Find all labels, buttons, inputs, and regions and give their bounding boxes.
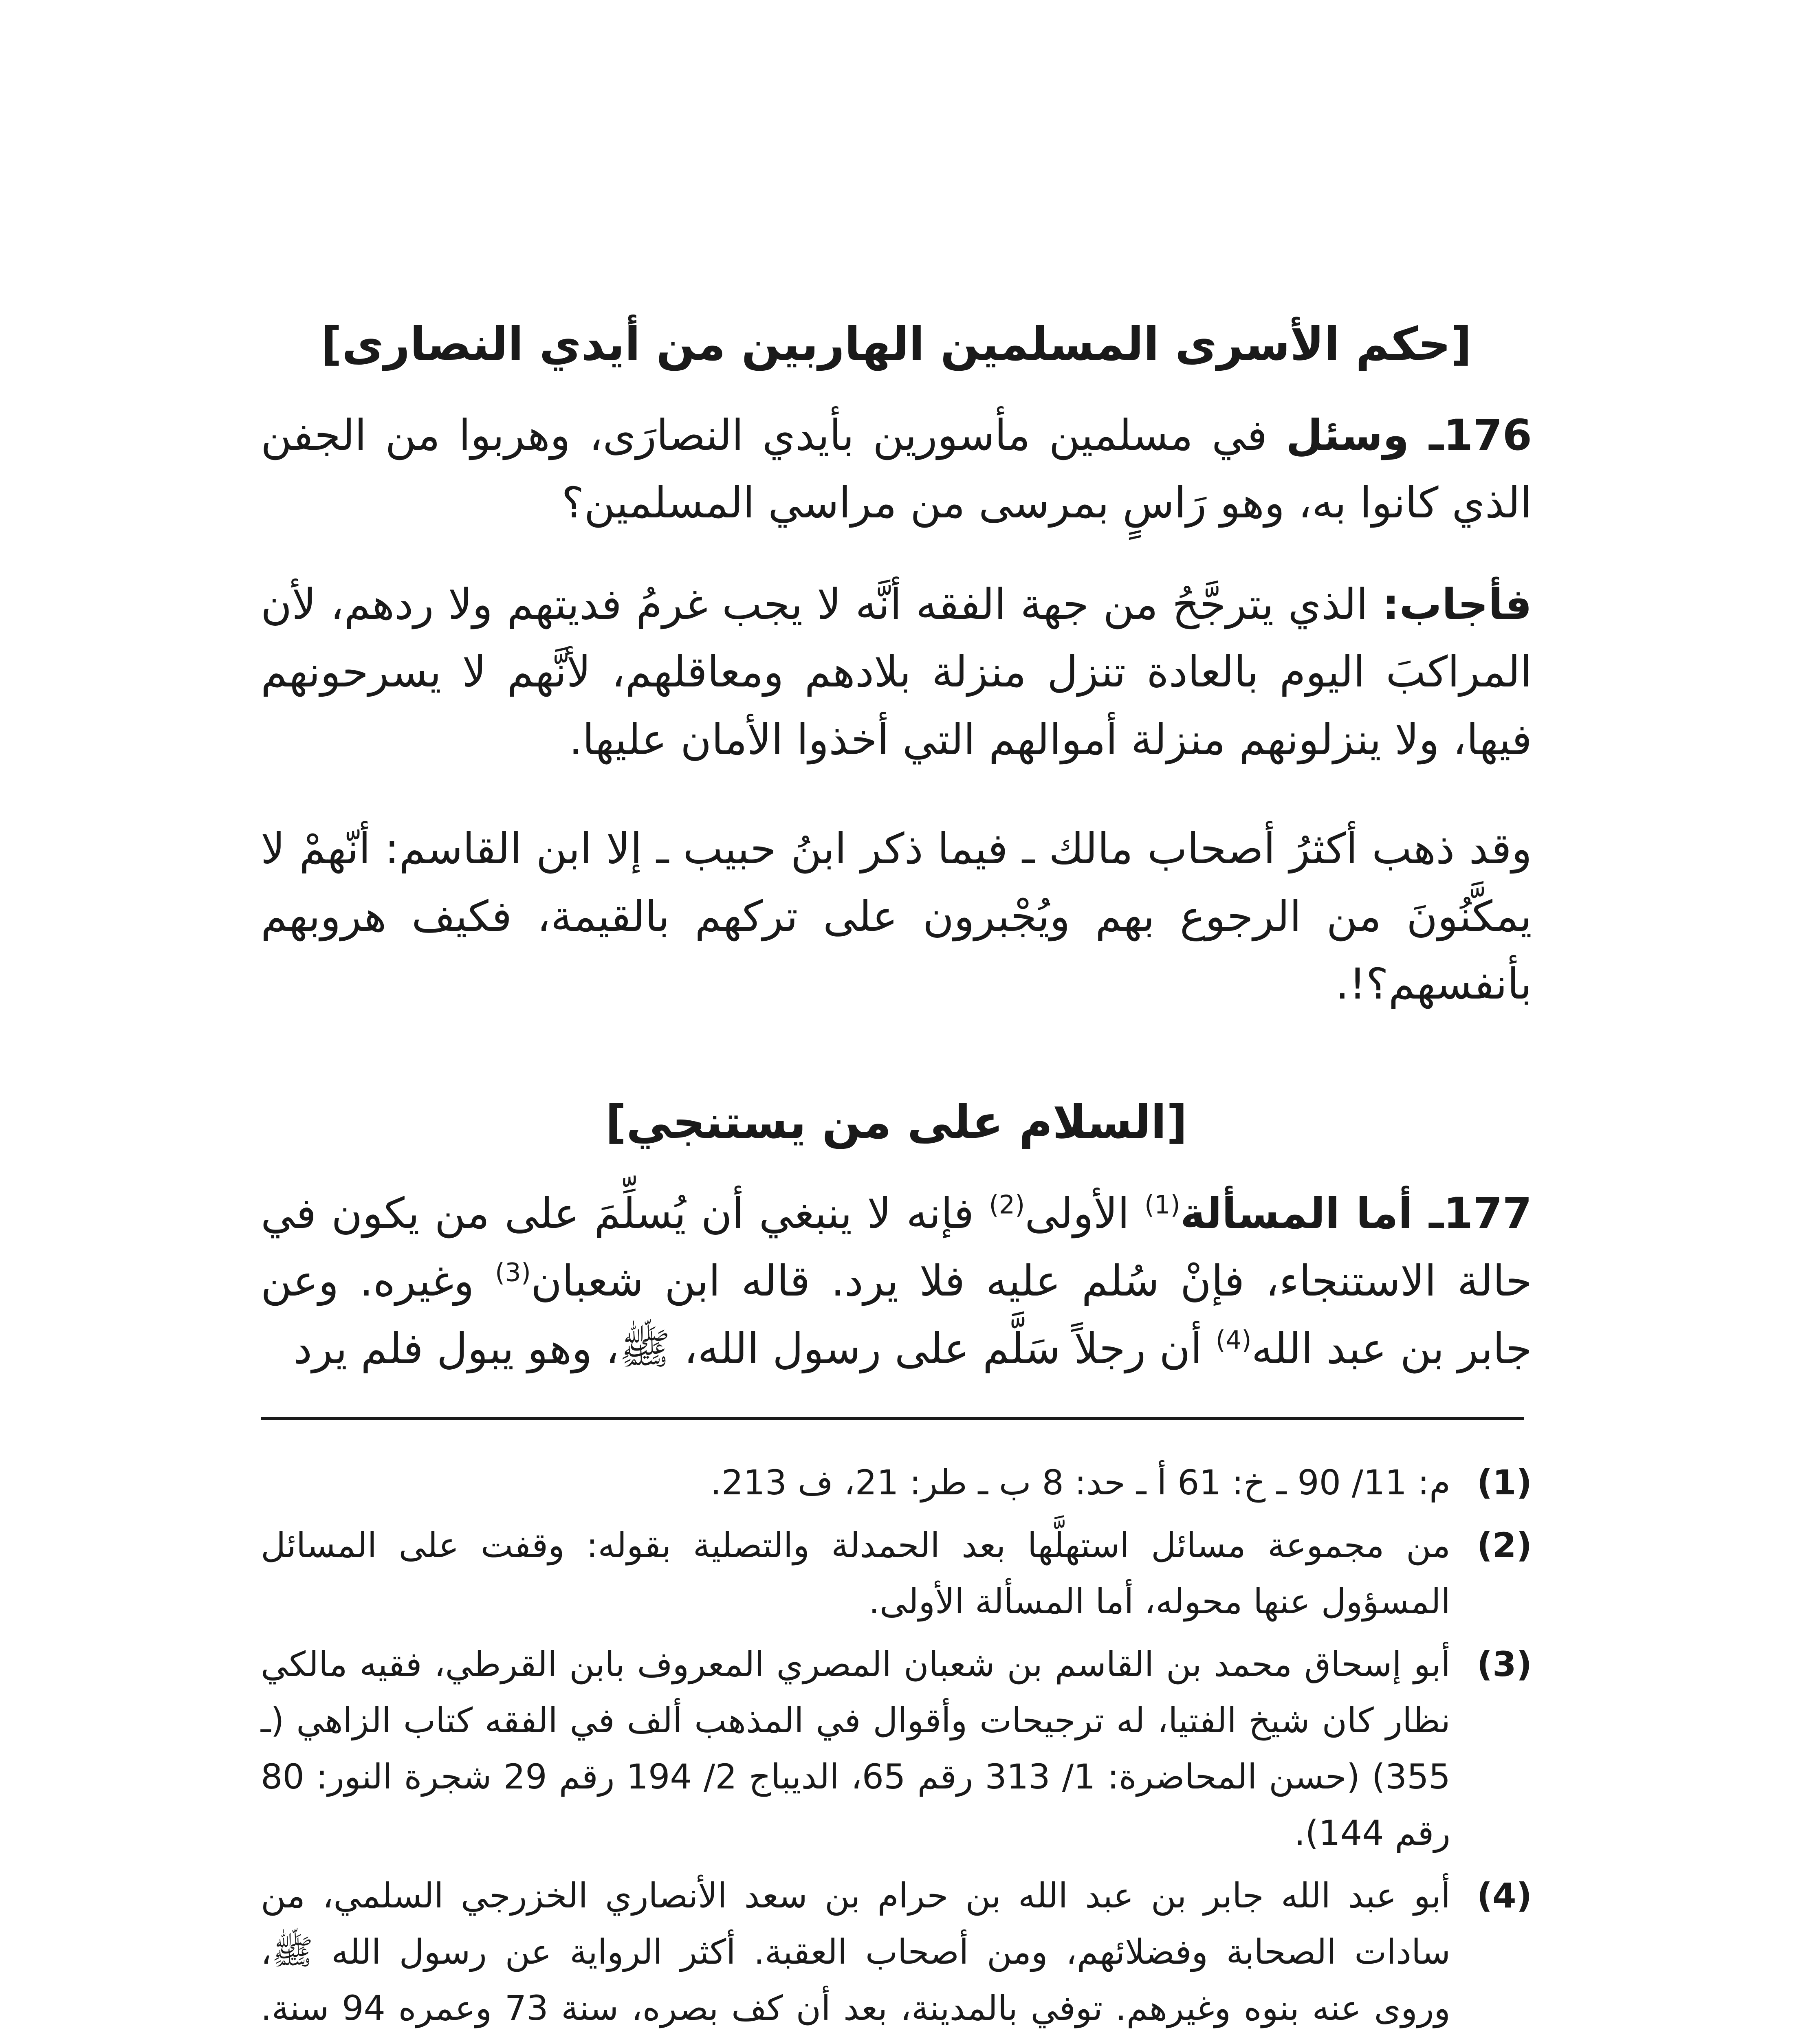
- section-heading-greeting: [السلام على من يستنجي]: [605, 1096, 1188, 1149]
- footnotes-section: [261, 1454, 1532, 2037]
- opinion-block: [261, 815, 1532, 1018]
- footnote-number: (3): [1477, 1644, 1532, 1684]
- question-lead: ـ أما المسألة: [1180, 1188, 1444, 1238]
- question-text: في مسلمين مأسورين بأيدي النصارَى، وهربوا من الجفن الذي كانوا به، وهو رَاسٍ بمرسى من مراسي المسلمين؟: [261, 410, 1532, 528]
- footnote-ref-2[interactable]: (2): [989, 1190, 1025, 1220]
- footnote-text: من مجموعة مسائل استهلَّها بعد الحمدلة والتصلية بقوله: وقفت على المسائل المسؤول عنها محوله، أما المسألة الأولى.: [261, 1525, 1450, 1621]
- question-177-block: [261, 1179, 1532, 1382]
- footnote-item: [261, 1868, 1532, 2037]
- text-segment: فإنه لا ينبغي أن يُسلِّمَ على من يكون في حالة الاستنجاء، فإنْ سُلم عليه فلا يرد. قاله ابن شعبان: [261, 1188, 1532, 1306]
- text-segment: الأولى: [1025, 1188, 1144, 1238]
- footnote-item: [261, 1454, 1532, 1511]
- question-176-block: [261, 401, 1532, 537]
- footnote-ref-1[interactable]: (1): [1144, 1190, 1180, 1220]
- question-lead: ـ وسئل: [1286, 410, 1444, 460]
- footnote-ref-4[interactable]: (4): [1215, 1325, 1252, 1355]
- opinion-paragraph: وقد ذهب أكثرُ أصحاب مالك ـ فيما ذكر ابنُ حبيب ـ إلا ابن القاسم: أنّهمْ لا يمكَّنُونَ من الرجوع بهم ويُجْبرون على تركهم بالقيمة، فكيف هروبهم بأنفسهم؟!.: [261, 824, 1532, 1009]
- footnote-item: [261, 1636, 1532, 1861]
- question-176-paragraph: [261, 401, 1532, 537]
- footnote-text: م: 11/ 90 ـ خ: 61 أ ـ حد: 8 ب ـ طر: 21، ف 213.: [710, 1463, 1450, 1502]
- answer-text: الذي يترجَّحُ من جهة الفقه أنَّه لا يجب غرمُ فديتهم ولا ردهم، لأن المراكبَ اليوم بالعادة تنزل منزلة بلادهم ومعاقلهم، لأنَّهم لا يسرحونهم فيها، ولا ينزلونهم منزلة أموالهم التي أخذوا الأمان عليها.: [261, 579, 1532, 764]
- footnote-item: [261, 1517, 1532, 1630]
- question-number: 176: [1443, 410, 1532, 460]
- text-segment: أن رجلاً سَلَّم على رسول الله، ﷺ، وهو يبول فلم يرد: [293, 1324, 1216, 1373]
- section-heading-captives: [حكم الأسرى المسلمين الهاربين من أيدي النصارى]: [321, 318, 1472, 371]
- footnote-text: أبو عبد الله جابر بن عبد الله بن حرام بن سعد الأنصاري الخزرجي السلمي، من سادات الصحابة وفضلائهم، ومن أصحاب العقبة. أكثر الرواية عن رسول الله ﷺ، وروى عنه بنوه وغيرهم. توفي بالمدينة، بعد أن كف بصره، سنة 73 وعمره 94 سنة.: [261, 1876, 1450, 2028]
- answer-paragraph: [261, 570, 1532, 773]
- footnote-ref-3[interactable]: (3): [495, 1257, 531, 1287]
- question-number: 177: [1443, 1188, 1532, 1238]
- question-177-paragraph: [261, 1179, 1532, 1382]
- answer-lead: فأجاب:: [1382, 579, 1532, 629]
- footnote-number: (1): [1477, 1463, 1532, 1502]
- footnote-text: أبو إسحاق محمد بن القاسم بن شعبان المصري المعروف بابن القرطي، فقيه مالكي نظار كان شيخ الفتيا، له ترجيحات وأقوال في المذهب ألف في الفقه كتاب الزاهي (ـ 355) (حسن المحاضرة: 1/ 313 رقم 65، الديباج 2/ 194 رقم 29 شجرة النور: 80 رقم 144).: [261, 1644, 1450, 1853]
- footnote-number: (2): [1477, 1525, 1532, 1565]
- footnote-number: (4): [1477, 1876, 1532, 1916]
- answer-block: [261, 570, 1532, 773]
- footnote-divider: [261, 1417, 1524, 1420]
- text-segment: وغيره. وعن جابر بن عبد الله: [261, 1256, 1532, 1373]
